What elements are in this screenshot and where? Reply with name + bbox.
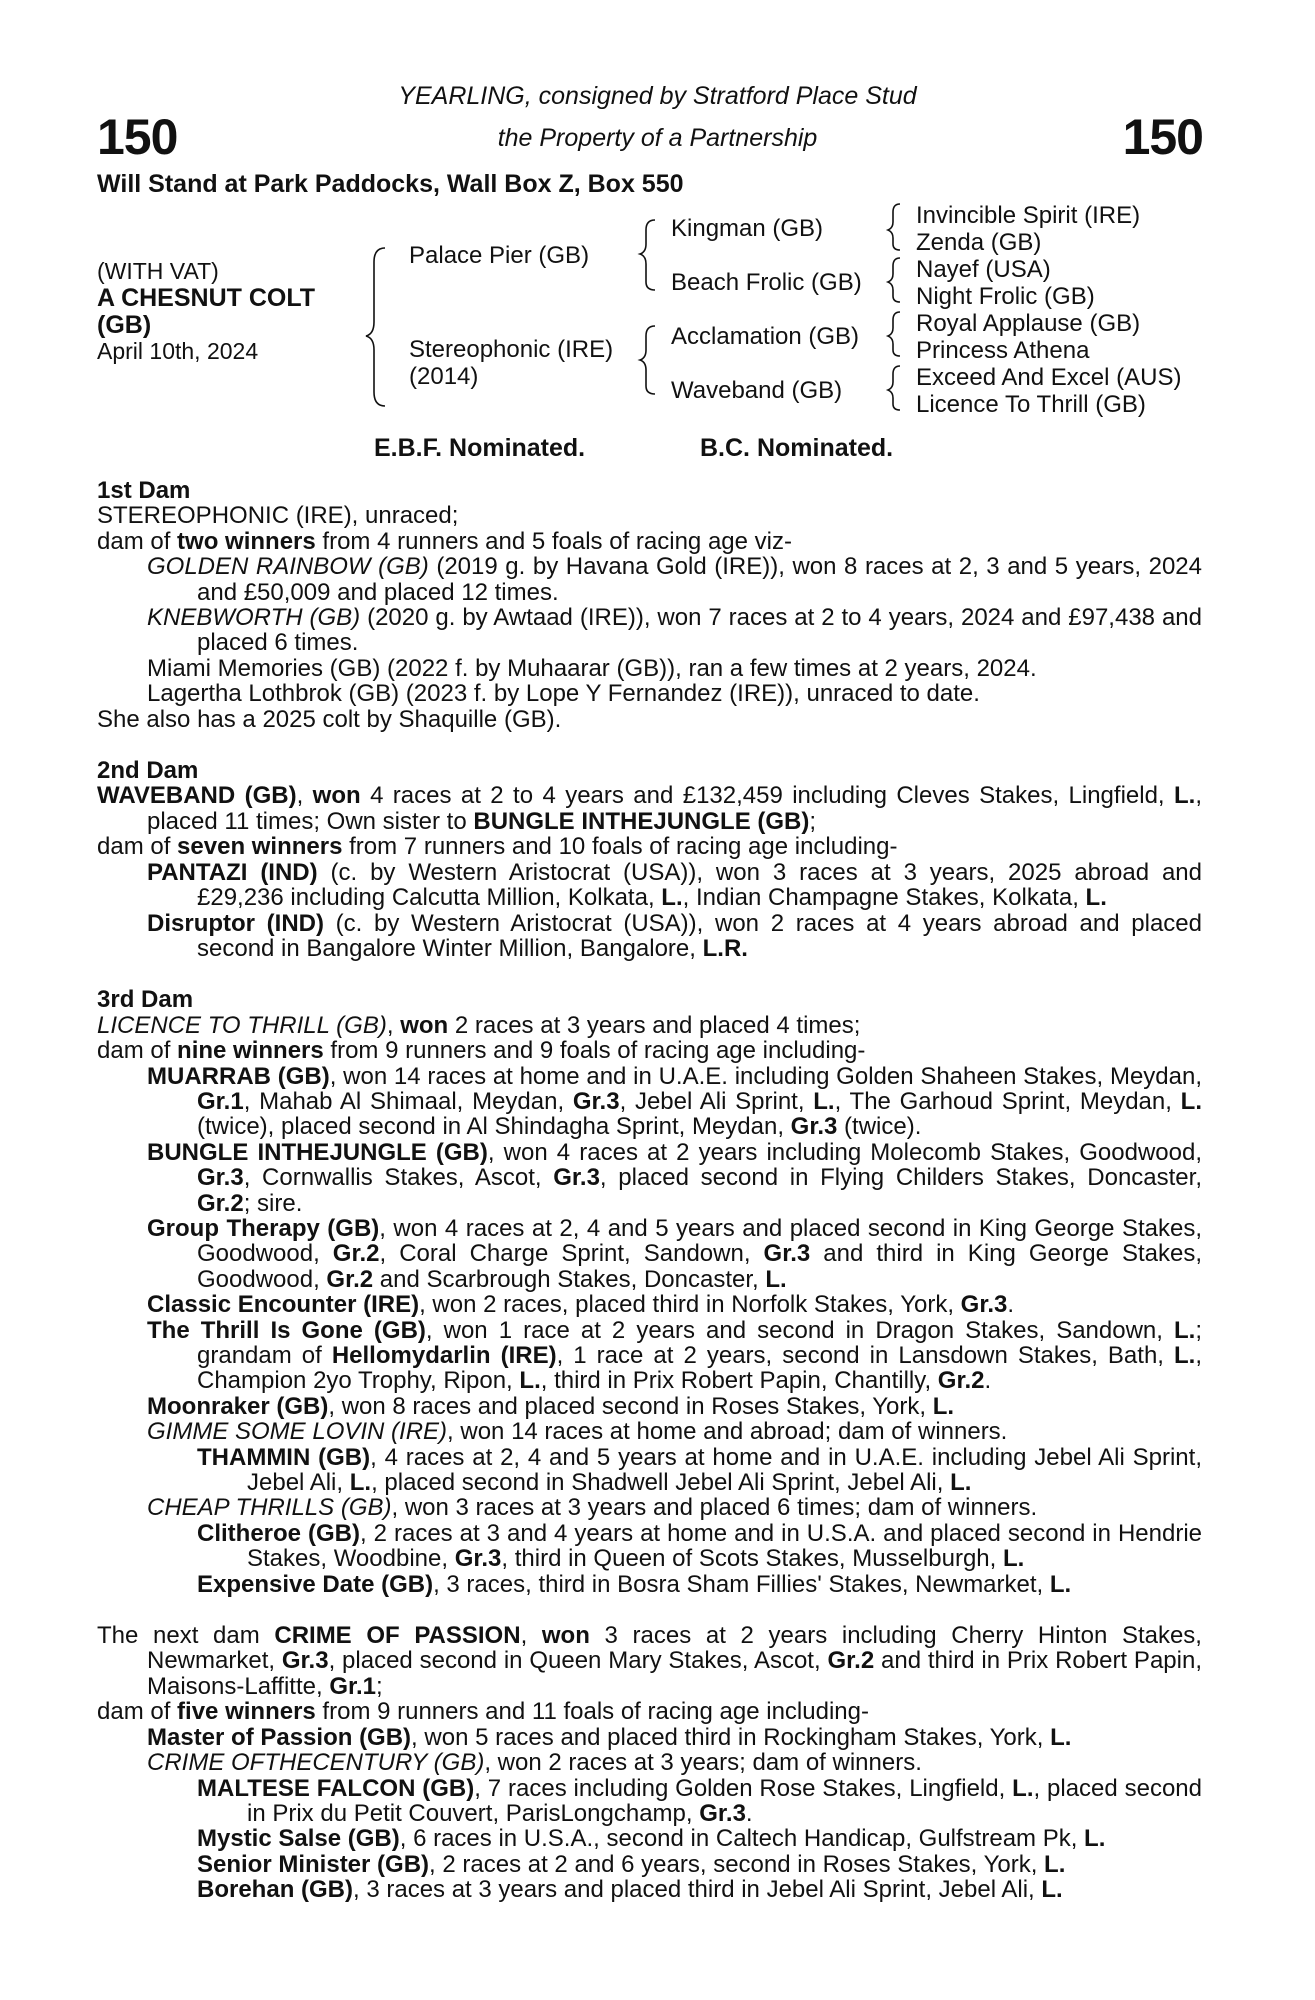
dam3-offspring-classic: Classic Encounter (IRE), won 2 races, placed third in Norfolk Stakes, York, Gr.3.	[147, 1291, 1015, 1319]
grand-2: Zenda (GB)	[916, 229, 1042, 256]
grand-4: Night Frolic (GB)	[916, 283, 1095, 310]
catalogue-body	[97, 478, 1202, 1903]
dam1-offspring-3: Miami Memories (GB) (2022 f. by Muhaarar (GB)), ran a few times at 2 years, 2024.	[147, 654, 1037, 682]
nextdam-offspring-crime: CRIME OFTHECENTURY (GB), won 2 races at 3 years; dam of winners.	[147, 1749, 922, 1777]
dam2-offspring-2: Disruptor (IND) (c. by Western Aristocrat (USA)), won 2 races at 4 years abroad and placed second in Bangalore Winter Million, Bangalore, L.R.	[147, 909, 1203, 962]
dam3-grandoffspring-thammin: THAMMIN (GB), 4 races at 2, 4 and 5 years at home and in U.A.E. including Jebel Ali Sprint, Jebel Ali, L., placed second in Shadwell Jebel Ali Sprint, Jebel Ali, L.	[197, 1443, 1202, 1497]
dam1-record: dam of two winners from 4 runners and 5 foals of racing age viz-	[97, 527, 792, 555]
dam3-offspring-thrill: The Thrill Is Gone (GB), won 1 race at 2 years and second in Dragon Stakes, Sandown, L.; grandam of Hellomydarlin (IRE), 1 race at 2 years, second in Lansdown Stakes, Bath, L., Champion 2yo Trophy, Ripon, L., third in Prix Robert Papin, Chantilly, Gr.2.	[147, 1316, 1203, 1395]
sire-dam: Beach Frolic (GB)	[671, 269, 862, 296]
dam1-offspring-4: Lagertha Lothbrok (GB) (2023 f. by Lope Y Fernandez (IRE)), unraced to date.	[147, 680, 980, 708]
stand-location: Will Stand at Park Paddocks, Wall Box Z, Box 550	[97, 170, 684, 198]
property-line: the Property of a Partnership	[497, 124, 818, 152]
lot-number-left: 150	[97, 109, 178, 165]
brace-dam	[640, 326, 655, 394]
dam3-grandoffspring-expensive: Expensive Date (GB), 3 races, third in Bosra Sham Fillies' Stakes, Newmarket, L.	[197, 1570, 1072, 1598]
horse-name: A CHESNUT COLT	[97, 284, 316, 312]
brace-sire	[640, 220, 655, 290]
grand-7: Exceed And Excel (AUS)	[916, 364, 1182, 391]
dam-year: (2014)	[409, 363, 479, 390]
vat-label: (WITH VAT)	[97, 258, 219, 284]
dam-name: Stereophonic (IRE)	[409, 336, 614, 363]
lot-number-right: 150	[1122, 109, 1203, 165]
horse-origin: (GB)	[97, 311, 152, 339]
nextdam-produce-summary: dam of five winners from 9 runners and 11 foals of racing age including-	[97, 1698, 869, 1726]
dam1-intro: STEREOPHONIC (IRE), unraced;	[97, 502, 459, 530]
sire-name: Palace Pier (GB)	[409, 242, 590, 269]
dam2-heading: 2nd Dam	[97, 757, 199, 785]
grand-8: Licence To Thrill (GB)	[916, 391, 1146, 418]
brace-main	[366, 248, 385, 406]
dam3-produce-summary: dam of nine winners from 9 runners and 9 foals of racing age including-	[97, 1037, 866, 1065]
brace-g78	[888, 366, 900, 410]
dam3-offspring-gimme: GIMME SOME LOVIN (IRE), won 14 races at home and abroad; dam of winners.	[147, 1418, 1008, 1446]
dam3-offspring-moonraker: Moonraker (GB), won 8 races and placed second in Roses Stakes, York, L.	[147, 1392, 955, 1420]
grand-3: Nayef (USA)	[916, 256, 1051, 283]
dam3-grandoffspring-clitheroe: Clitheroe (GB), 2 races at 3 and 4 years at home and in U.S.A. and placed second in Hendrie Stakes, Woodbine, Gr.3, third in Queen of Scots Stakes, Musselburgh, L.	[197, 1519, 1202, 1573]
dam1-offspring-2: KNEBWORTH (GB) (2020 g. by Awtaad (IRE)), won 7 races at 2 to 4 years, 2024 and £97,438 and placed 6 times.	[147, 604, 1202, 657]
brace-g12	[888, 204, 900, 250]
foaling-date: April 10th, 2024	[97, 338, 259, 364]
dam1-heading: 1st Dam	[97, 477, 191, 504]
dam-dam: Waveband (GB)	[671, 377, 843, 404]
nextdam-offspring-master: Master of Passion (GB), won 5 races and placed third in Rockingham Stakes, York, L.	[147, 1723, 1072, 1751]
grand-5: Royal Applause (GB)	[916, 310, 1141, 337]
dam3-offspring-muarrab: MUARRAB (GB), won 14 races at home and in U.A.E. including Golden Shaheen Stakes, Meydan, Gr.1, Mahab Al Shimaal, Meydan, Gr.3, Jebel Ali Sprint, L., The Garhoud Sprint, Meydan, L. (twice), placed second in Al Shindagha Sprint, Meydan, Gr.3 (twice).	[147, 1062, 1203, 1141]
dam3-offspring-bungle: BUNGLE INTHEJUNGLE (GB), won 4 races at 2 years including Molecomb Stakes, Goodwood, Gr.3, Cornwallis Stakes, Ascot, Gr.3, placed second in Flying Childers Stakes, Doncaster, Gr.2; sire.	[147, 1138, 1202, 1217]
dam1-also: She also has a 2025 colt by Shaquille (GB).	[97, 705, 562, 733]
dam3-heading: 3rd Dam	[97, 986, 194, 1014]
dam-sire: Acclamation (GB)	[671, 323, 860, 350]
sire-sire: Kingman (GB)	[671, 215, 824, 242]
dam2-produce-summary: dam of seven winners from 7 runners and 10 foals of racing age including-	[97, 833, 898, 861]
nextdam-grandoffspring-senior: Senior Minister (GB), 2 races at 2 and 6 years, second in Roses Stakes, York, L.	[197, 1850, 1066, 1878]
bc-nomination: B.C. Nominated.	[700, 434, 894, 462]
dam3-offspring-group: Group Therapy (GB), won 4 races at 2, 4 and 5 years and placed second in King George Stakes, Goodwood, Gr.2, Coral Charge Sprint, Sandown, Gr.3 and third in King George Stakes, Goodwood, Gr.2 and Scarbrough Stakes, Doncaster, L.	[147, 1214, 1203, 1293]
ebf-nomination: E.B.F. Nominated.	[374, 434, 586, 462]
dam3-offspring-cheap: CHEAP THRILLS (GB), won 3 races at 3 years and placed 6 times; dam of winners.	[147, 1494, 1038, 1522]
dam3-record: LICENCE TO THRILL (GB), won 2 races at 3 years and placed 4 times;	[97, 1011, 861, 1039]
dam1-offspring-1: GOLDEN RAINBOW (GB) (2019 g. by Havana Gold (IRE)), won 8 races at 2, 3 and 5 years, 2024 and £50,009 and placed 12 times.	[147, 553, 1202, 606]
dam2-offspring-1: PANTAZI (IND) (c. by Western Aristocrat (USA)), won 3 races at 3 years, 2025 abroad and £29,236 including Calcutta Million, Kolkata, L., Indian Champagne Stakes, Kolkata, L.	[147, 858, 1202, 912]
nextdam-grandoffspring-mystic: Mystic Salse (GB), 6 races in U.S.A., second in Caltech Handicap, Gulfstream Pk, L.	[197, 1825, 1106, 1853]
brace-g34	[888, 258, 900, 302]
grand-1: Invincible Spirit (IRE)	[916, 202, 1141, 229]
consignment-line: YEARLING, consigned by Stratford Place Stud	[398, 82, 917, 110]
dam2-record: WAVEBAND (GB), won 4 races at 2 to 4 years and £132,459 including Cleves Stakes, Lingfield, L., placed 11 times; Own sister to BUNGLE INTHEJUNGLE (GB);	[97, 782, 1202, 835]
brace-g56	[888, 312, 900, 356]
nextdam-grandoffspring-maltese: MALTESE FALCON (GB), 7 races including Golden Rose Stakes, Lingfield, L., placed second in Prix du Petit Couvert, ParisLongchamp, Gr.3.	[197, 1774, 1202, 1827]
nextdam-grandoffspring-borehan: Borehan (GB), 3 races at 3 years and placed third in Jebel Ali Sprint, Jebel Ali, L.	[197, 1876, 1063, 1904]
nextdam-record: The next dam CRIME OF PASSION, won 3 races at 2 years including Cherry Hinton Stakes, Newmarket, Gr.3, placed second in Queen Mary Stakes, Ascot, Gr.2 and third in Prix Robert Papin, Maisons-Laffitte, Gr.1;	[97, 1622, 1202, 1700]
grand-6: Princess Athena	[916, 337, 1090, 364]
